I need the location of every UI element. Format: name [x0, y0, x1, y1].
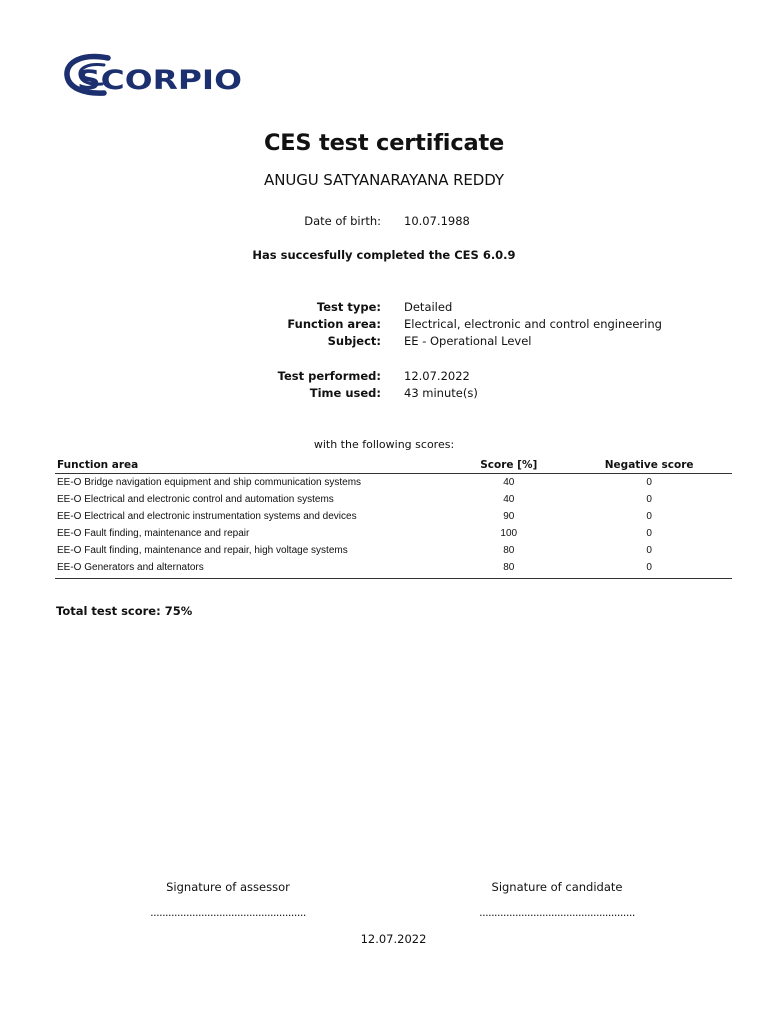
- subject-label: Subject:: [327, 334, 381, 348]
- row-score: 80: [451, 559, 564, 579]
- row-score: 40: [503, 477, 515, 488]
- header-function-area: Function area: [55, 457, 451, 474]
- scores-table: [55, 457, 732, 579]
- row-negative-score: 0: [646, 477, 652, 488]
- subject-value: EE - Operational Level: [404, 334, 532, 348]
- candidate-name: ANUGU SATYANARAYANA REDDY: [264, 171, 504, 189]
- header-negative-score: Negative score: [564, 457, 732, 474]
- scorpio-logo: [64, 50, 246, 102]
- signature-date: 12.07.2022: [360, 932, 427, 946]
- time-used-label: Time used:: [309, 386, 381, 400]
- test-type-value: Detailed: [404, 300, 453, 314]
- row-function-area: EE-O Electrical and electronic control and automation systems: [57, 494, 334, 505]
- row-function-area: EE-O Generators and alternators: [55, 559, 451, 579]
- row-score: 40: [503, 494, 515, 505]
- table-row: [55, 474, 732, 492]
- row-function-area: EE-O Electrical and electronic instrumentation systems and devices: [57, 511, 357, 522]
- dob-label: Date of birth:: [304, 214, 381, 228]
- row-score: 100: [500, 528, 518, 539]
- test-performed-label: Test performed:: [277, 369, 381, 383]
- scores-intro: with the following scores:: [313, 438, 455, 451]
- row-negative-score: 0: [646, 511, 652, 522]
- candidate-signature-label: Signature of candidate: [491, 880, 623, 894]
- row-function-area: EE-O Fault finding, maintenance and repair, high voltage systems: [57, 545, 348, 556]
- function-area-label: Function area:: [287, 317, 381, 331]
- table-row: [55, 525, 732, 542]
- test-type-label: Test type:: [316, 300, 381, 314]
- header-score: Score [%]: [451, 457, 564, 474]
- total-test-score: Total test score: 75%: [56, 604, 193, 618]
- table-row: [55, 559, 732, 579]
- row-negative-score: 0: [646, 545, 652, 556]
- row-score: 80: [503, 545, 515, 556]
- row-score: 90: [503, 511, 515, 522]
- scores-header-row: [55, 457, 732, 474]
- assessor-signature-line: ....................................................: [150, 906, 306, 919]
- test-performed-value: 12.07.2022: [404, 369, 470, 383]
- candidate-signature-line: ....................................................: [479, 906, 635, 919]
- time-used-value: 43 minute(s): [404, 386, 478, 400]
- row-function-area: EE-O Bridge navigation equipment and ship communication systems: [57, 477, 362, 488]
- row-negative-score: 0: [646, 494, 652, 505]
- row-function-area: EE-O Fault finding, maintenance and repair: [57, 528, 250, 539]
- row-negative-score: 0: [646, 528, 652, 539]
- dob-value: 10.07.1988: [404, 214, 470, 228]
- completion-statement: Has succesfully completed the CES 6.0.9: [252, 248, 516, 262]
- table-row: [55, 491, 732, 508]
- table-row: [55, 508, 732, 525]
- function-area-value: Electrical, electronic and control engineering: [404, 317, 662, 331]
- logo-wordmark: SCORPIO: [77, 65, 242, 96]
- table-row: [55, 542, 732, 559]
- assessor-signature-label: Signature of assessor: [166, 880, 290, 894]
- row-negative-score: 0: [564, 559, 732, 579]
- certificate-title: CES test certificate: [263, 130, 505, 156]
